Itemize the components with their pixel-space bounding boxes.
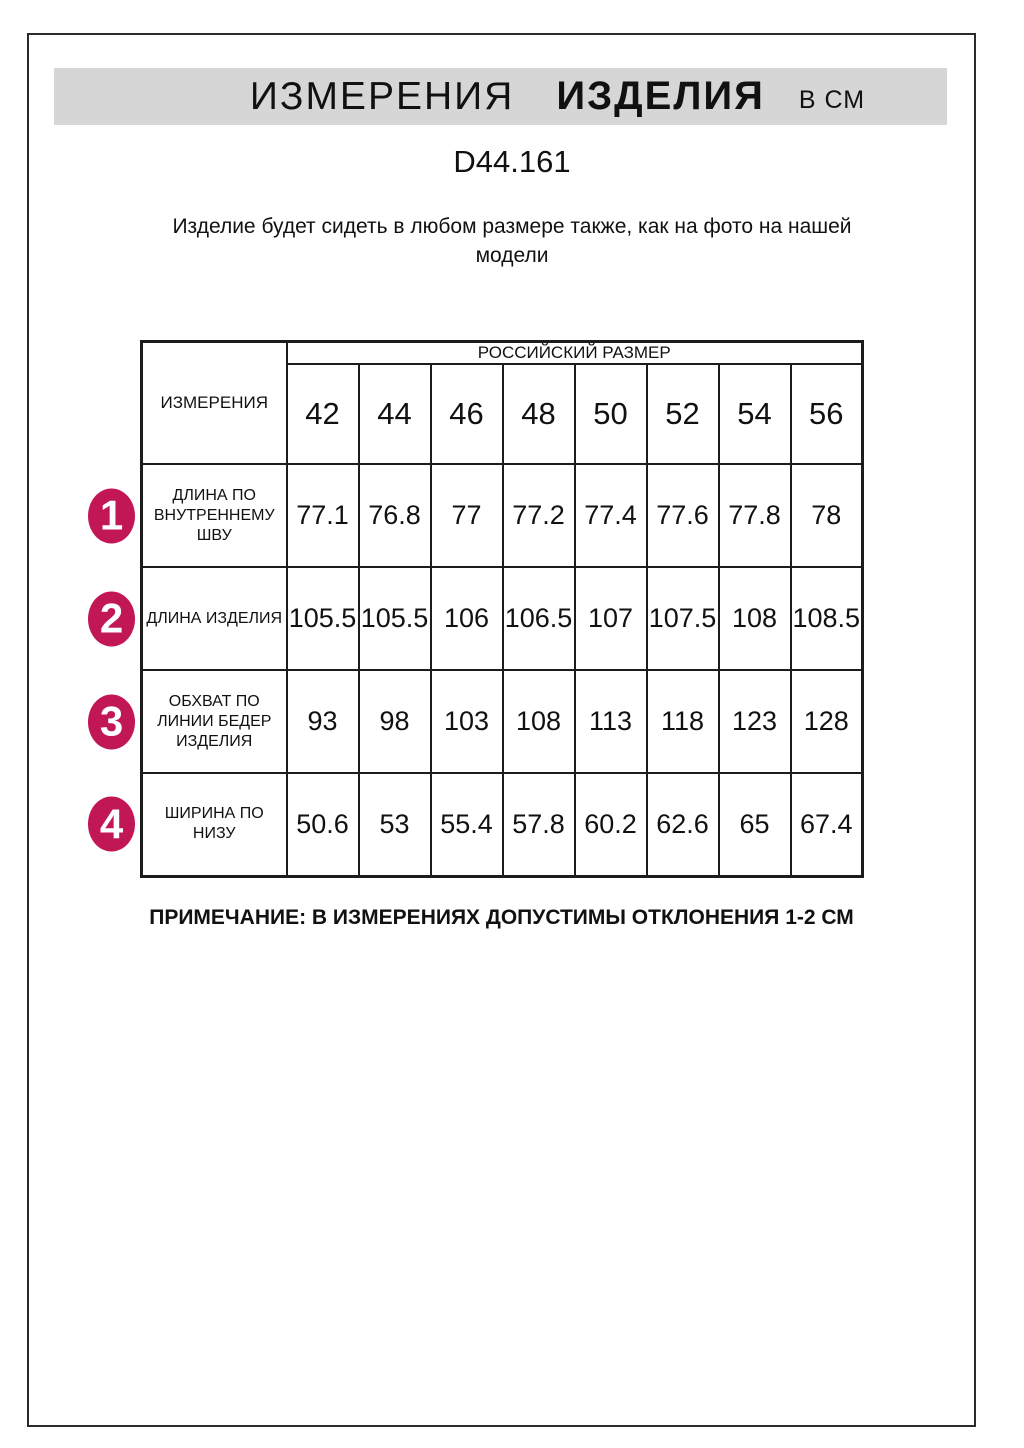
value-cell: 113 <box>575 670 647 773</box>
value-cell: 53 <box>359 773 431 876</box>
table-row-item-length <box>142 567 863 670</box>
value-cell: 78 <box>791 464 863 567</box>
value-cell: 108 <box>503 670 575 773</box>
header-bar <box>54 68 947 125</box>
table-row-hip-girth <box>142 670 863 773</box>
value-cell: 93 <box>287 670 359 773</box>
value-cell: 108.5 <box>791 567 863 670</box>
page-title: ИЗМЕРЕНИЯ <box>249 74 515 118</box>
product-code: D44.161 <box>453 144 571 179</box>
description-text: Изделие будет сидеть в любом размере также, как на фото на нашей модели <box>172 215 852 267</box>
row-label-text: ДЛИНА ИЗДЕЛИЯ <box>146 609 283 627</box>
row-label-text: ДЛИНА ПО ВНУТРЕННЕМУ ШВУ <box>153 486 275 544</box>
value-cell: 60.2 <box>575 773 647 876</box>
value-cell: 55.4 <box>431 773 503 876</box>
value-cell: 105.5 <box>287 567 359 670</box>
value-cell: 123 <box>719 670 791 773</box>
value-cell: 106.5 <box>503 567 575 670</box>
note-text: ПРИМЕЧАНИЕ: В ИЗМЕРЕНИЯХ ДОПУСТИМЫ ОТКЛОНЕНИЯ 1-2 СМ <box>149 906 854 929</box>
value-cell: 77.2 <box>503 464 575 567</box>
value-cell: 103 <box>431 670 503 773</box>
row-label-cell <box>99 567 287 670</box>
value-cell: 67.4 <box>791 773 863 876</box>
row-label-text: ШИРИНА ПО НИЗУ <box>164 805 264 843</box>
value-cell: 77.1 <box>287 464 359 567</box>
value-cell: 108 <box>719 567 791 670</box>
value-cell: 50.6 <box>287 773 359 876</box>
size-header-46: 46 <box>431 364 503 464</box>
size-header-54: 54 <box>719 364 791 464</box>
value-cell: 118 <box>647 670 719 773</box>
value-cell: 77.8 <box>719 464 791 567</box>
row-label-text: ОБХВАТ ПО ЛИНИИ БЕДЕР ИЗДЕЛИЯ <box>157 692 272 750</box>
table-row-bottom-width <box>142 773 863 876</box>
row-number-badge-2 <box>88 591 135 646</box>
measurements-column-header: ИЗМЕРЕНИЯ <box>142 342 287 465</box>
value-cell: 107.5 <box>647 567 719 670</box>
size-header-42: 42 <box>287 364 359 464</box>
page-title-unit: В СМ <box>798 86 866 114</box>
row-number: 1 <box>99 491 124 539</box>
row-number-badge-1 <box>88 488 135 543</box>
size-header-48: 48 <box>503 364 575 464</box>
row-label-cell <box>99 670 287 773</box>
value-cell: 77 <box>431 464 503 567</box>
row-number: 4 <box>99 800 124 848</box>
value-cell: 105.5 <box>359 567 431 670</box>
value-cell: 65 <box>719 773 791 876</box>
row-number-badge-4 <box>88 797 135 852</box>
table-header-row-group <box>142 342 863 365</box>
value-cell: 62.6 <box>647 773 719 876</box>
value-cell: 77.6 <box>647 464 719 567</box>
size-header-56: 56 <box>791 364 863 464</box>
table-row-inseam-length <box>142 464 863 567</box>
size-header-52: 52 <box>647 364 719 464</box>
row-label-cell <box>99 464 287 567</box>
size-header-44: 44 <box>359 364 431 464</box>
size-group-header: РОССИЙСКИЙ РАЗМЕР <box>287 342 863 365</box>
value-cell: 57.8 <box>503 773 575 876</box>
value-cell: 128 <box>791 670 863 773</box>
value-cell: 76.8 <box>359 464 431 567</box>
page-title-emphasis: ИЗДЕЛИЯ <box>556 74 765 118</box>
row-number-badge-3 <box>88 694 135 749</box>
value-cell: 77.4 <box>575 464 647 567</box>
row-number: 2 <box>99 594 124 642</box>
value-cell: 98 <box>359 670 431 773</box>
value-cell: 106 <box>431 567 503 670</box>
row-number: 3 <box>99 697 124 745</box>
size-header-50: 50 <box>575 364 647 464</box>
value-cell: 107 <box>575 567 647 670</box>
row-label-cell <box>99 773 287 876</box>
size-chart-table <box>99 340 864 878</box>
